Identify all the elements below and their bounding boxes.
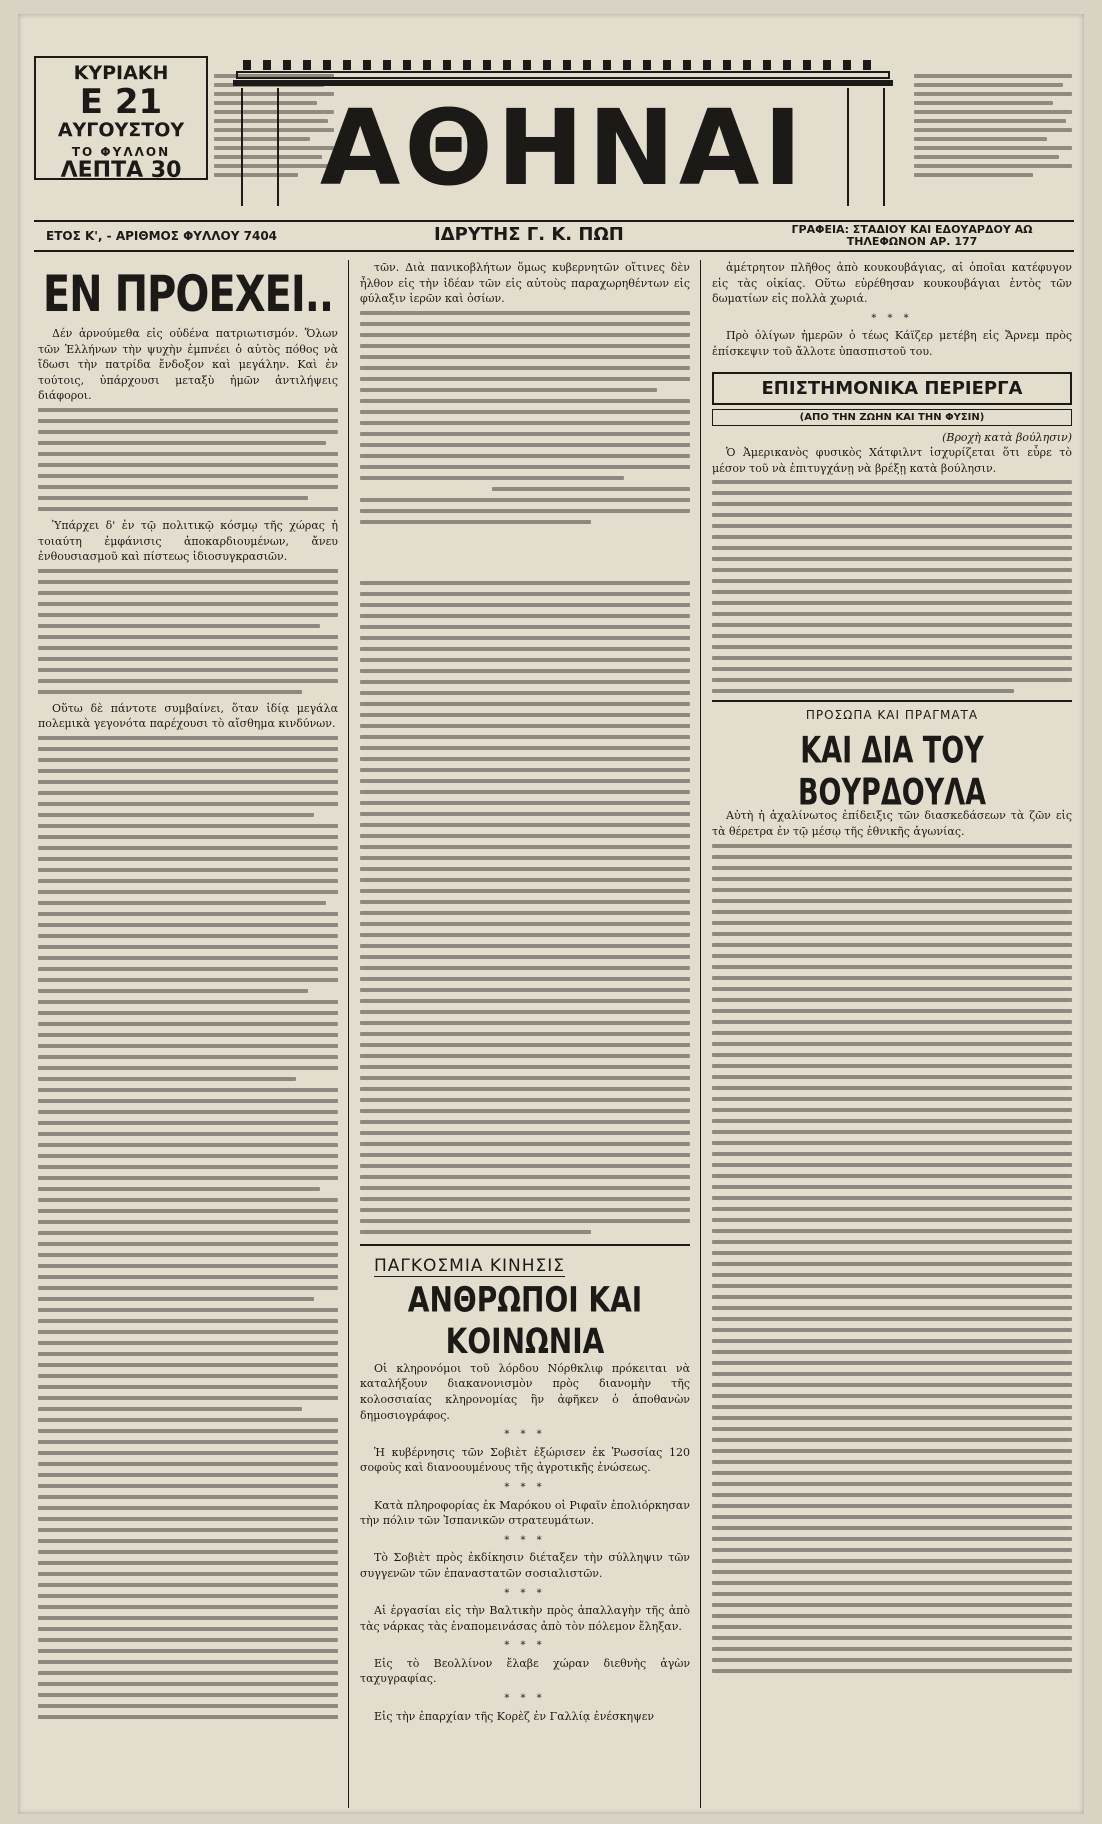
people-society-headline: ΑΝΘΡΩΠΟΙ ΚΑΙ ΚΟΙΝΩΝΙΑ — [407, 1278, 643, 1362]
people-things-article — [712, 808, 1072, 1672]
news-item: Τὸ Σοβιὲτ πρὸς ἐκδίκησιν διέταξεν τὴν σύλληψιν τῶν συγγενῶν τῶν ἐπαναστατῶν σοσιαλιστῶν. — [360, 1551, 690, 1580]
issue-label: ΤΟ ΦΥΛΛΟΝ — [71, 145, 171, 159]
column-3 — [712, 260, 1072, 1808]
continued-article — [360, 260, 690, 1234]
science-subtitle: (ΑΠΟ ΤΗΝ ΖΩΗΝ ΚΑΙ ΤΗΝ ΦΥΣΙΝ) — [712, 409, 1072, 426]
science-curiosities-title: ΕΠΙΣΤΗΜΟΝΙΚΑ ΠΕΡΙΕΡΓΑ — [712, 372, 1072, 405]
science-article — [712, 430, 1072, 694]
article-text-block — [38, 736, 338, 1719]
right-pillar — [847, 88, 885, 206]
separator-stars: * * * — [504, 1693, 546, 1705]
date-number: Ε 21 — [79, 82, 163, 122]
news-item: Κατὰ πληροφορίας ἐκ Μαρόκου οἱ Ριφαῖν ἐπολιόρκησαν τὴν πόλιν τῶν Ἰσπανικῶν στρατευμάτων. — [360, 1498, 690, 1528]
world-news-briefs — [360, 1361, 690, 1724]
column-rule-2 — [700, 260, 701, 1808]
news-item: Ἡ κυβέρνησις τῶν Σοβιὲτ ἐξώρισεν ἐκ Ῥωσσίας 120 σοφοὺς καὶ διανοουμένους τῆς ἀγροτικῆς ἐνώσεως. — [360, 1445, 690, 1475]
headline-en-proechei: ΕΝ ΠΡΟΕΧΕΙ.. — [42, 266, 334, 324]
article-paragraph: ἀμέτρητον πλῆθος ἀπὸ κουκουβάγιας, αἱ ὁποῖαι κατέφυγον εἰς τὰς οἰκίας. Οὕτω εὑρέθησαν κουκουβάγιαι ἐντὸς τῶν δωματίων εἰς πολλὰ χωριά. — [712, 261, 1072, 306]
people-things-label: ΠΡΟΣΩΠΑ ΚΑΙ ΠΡΑΓΜΑΤΑ — [805, 708, 979, 723]
rain-subtitle: (Βροχὴ κατὰ βούλησιν) — [942, 430, 1072, 444]
offices-address: ΓΡΑΦΕΙΑ: ΣΤΑΔΙΟΥ ΚΑΙ ΕΔΟΥΑΡΔΟΥ ΑΩ — [791, 223, 1033, 236]
column-2 — [360, 260, 690, 1808]
news-item: Εἰς τὴν ἐπαρχίαν τῆς Κορὲζ ἐν Γαλλίᾳ ἐνέσκηψεν — [374, 1709, 655, 1723]
continued-brief — [712, 260, 1072, 360]
separator-stars: * * * — [504, 1429, 546, 1441]
month-label: ΑΥΓΟΥΣΤΟΥ — [57, 119, 185, 141]
day-label: ΚΥΡΙΑΚΗ — [73, 62, 169, 84]
article-paragraph: Ὁ Ἀμερικανὸς φυσικὸς Χάτφιλντ ἰσχυρίζεται ὅτι εὗρε τὸ μέσον τοῦ νὰ ἐπιτυγχάνῃ νὰ βρέξῃ κατὰ βούλησιν. — [712, 446, 1072, 475]
separator-stars: * * * — [871, 312, 913, 324]
offices-label — [762, 224, 1062, 248]
masthead-title-frame — [233, 58, 893, 208]
news-item: Εἰς τὸ Βεολλίνον ἔλαβε χώραν διεθνὴς ἀγὼν ταχυγραφίας. — [360, 1656, 690, 1686]
article-text-block — [38, 408, 338, 511]
article-paragraph: Οὕτω δὲ πάντοτε συμβαίνει, ὅταν ἰδίᾳ μεγάλα πολεμικὰ γεγονότα παρέχουσι τὸ αἴσθημα κινδύνων. — [38, 701, 338, 731]
masthead-right-fineprint — [914, 74, 1072, 204]
year-issue-label: ΕΤΟΣ Κ', - ΑΡΙΘΜΟΣ ΦΥΛΛΟΥ 7404 — [46, 229, 278, 243]
people-things-headline: ΚΑΙ ΔΙΑ ΤΟΥ ΒΟΥΡΔΟΥΛΑ — [797, 730, 987, 815]
article-paragraph: Αὐτὴ ἡ ἀχαλίνωτος ἐπίδειξις τῶν διασκεδάσεων τὰ ζῶν εἰς τὰ θέρετρα ἐν τῷ μέσῳ τῆς ἐθνικῆς ἀγωνίας. — [712, 809, 1072, 838]
info-bar — [34, 220, 1074, 252]
world-movement-label: ΠΑΓΚΟΣΜΙΑ ΚΙΝΗΣΙΣ — [374, 1255, 566, 1276]
article-text-block — [360, 311, 690, 1234]
separator-stars: * * * — [504, 1587, 546, 1599]
date-price-box — [34, 56, 208, 183]
left-pillar — [241, 88, 279, 206]
article-paragraph: Ὑπάρχει δ' ἐν τῷ πολιτικῷ κόσμῳ τῆς χώρας ἡ τοιαύτη ἐμφάνισις ἀποκαρδιουμένων, ἄνευ ἐνθουσιασμοῦ καὶ πίστεως ἰδιοσυγκρασιῶν. — [38, 518, 338, 564]
frieze-ornament — [233, 58, 893, 88]
article-en-proechei — [38, 326, 338, 1719]
section-divider — [360, 1244, 690, 1246]
separator-stars: * * * — [504, 1640, 546, 1652]
founder-label: ΙΔΡΥΤΗΣ Γ. Κ. ΠΩΠ — [434, 224, 624, 245]
article-paragraph: Δέν ἀρνούμεθα εἰς οὐδένα πατριωτισμόν. Ὅλων τῶν Ἑλλήνων τὴν ψυχὴν ἐμπνέει ὁ αὐτὸς πόθος νὰ ἴδωσι τὴν πατρίδα ἔνδοξον καὶ μεγάλην. Καὶ ἐν τούτοις, ὑπάρχουσι μεταξὺ ἡμῶν ἀντιλήψεις διάφοροι. — [38, 327, 338, 403]
article-text-block — [38, 569, 338, 694]
news-item: Οἱ κληρονόμοι τοῦ λόρδου Νόρθκλιφ πρόκειται νὰ καταλήξουν διακανονισμὸν πρὸς διανομὴν τῆς κολοσσιαίας κληρονομίας ἣν ἀφῆκεν ὁ ἀποθανὼν δημοσιογράφος. — [360, 1361, 690, 1422]
article-paragraph: τῶν. Διὰ πανικοβλήτων ὅμως κυβερνητῶν οἵτινες δὲν ἦλθον εἰς τὴν ἰδέαν τῶν εἰς αὐτοὺς παραχωρηθέντων εἰς φύλαξιν ἱερῶν καὶ ὁσίων. — [360, 261, 690, 306]
article-paragraph: Πρὸ ὀλίγων ἡμερῶν ὁ τέως Κάϊζερ μετέβη εἰς Ἄρνεμ πρὸς ἐπίσκεψιν τοῦ ἄλλοτε ὑπασπιστοῦ του. — [712, 329, 1072, 358]
column-1 — [38, 260, 338, 1808]
separator-stars: * * * — [504, 1481, 546, 1493]
column-rule-1 — [348, 260, 349, 1808]
price-label: ΛΕΠΤΑ 30 — [60, 158, 182, 183]
article-text-block — [712, 480, 1072, 693]
offices-phone: ΤΗΛΕΦΩΝΟΝ ΑΡ. 177 — [846, 235, 978, 248]
news-item: Αἱ ἐργασίαι εἰς τὴν Βαλτικὴν πρὸς ἀπαλλαγὴν τῆς ἀπὸ τὰς νάρκας τὰς ἐναπομεινάσας ἀπὸ τὸν πόλεμον ἔληξαν. — [360, 1604, 690, 1633]
article-text-block — [712, 844, 1072, 1673]
separator-stars: * * * — [504, 1534, 546, 1546]
newspaper-page — [18, 14, 1084, 1814]
section-divider — [712, 700, 1072, 702]
newspaper-title: ΑΘΗΝΑΙ — [319, 87, 807, 209]
